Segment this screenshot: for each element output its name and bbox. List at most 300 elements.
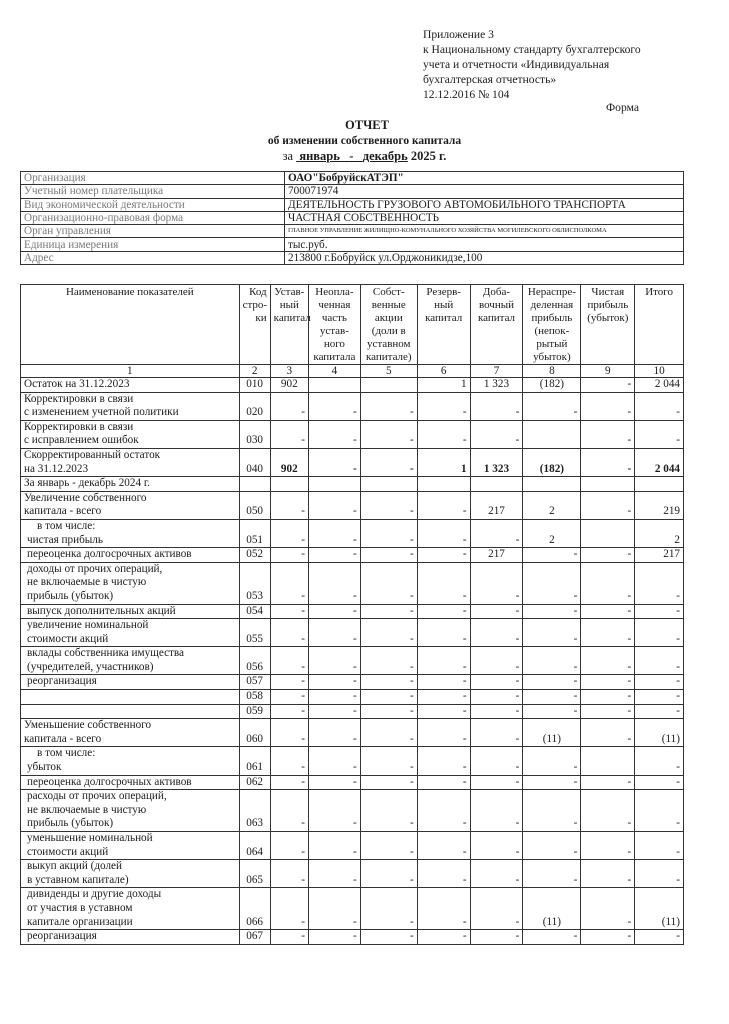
info-label: Единица измерения [21, 238, 285, 251]
cell-value: 217 [635, 548, 684, 563]
table-row [21, 690, 684, 705]
column-header-line: Код [249, 286, 267, 298]
column-header-line: Неопла- [315, 286, 354, 298]
row-name-line: реорганизация [27, 675, 97, 688]
cell-value: - [581, 619, 635, 647]
row-code: 056 [239, 647, 270, 675]
column-header-line: (непок- [534, 325, 570, 337]
cell-value: - [581, 690, 635, 705]
cell-value: - [360, 930, 417, 945]
cell-value: - [470, 604, 523, 619]
row-name-line: убыток [27, 761, 62, 774]
column-header [581, 285, 635, 365]
cell-value: - [635, 420, 684, 448]
row-name [21, 719, 240, 747]
cell-value: - [581, 860, 635, 888]
column-number: 9 [581, 365, 635, 378]
row-code: 064 [239, 832, 270, 860]
cell-value: 1 [417, 448, 470, 476]
row-name [21, 619, 240, 647]
cell-value: 2 [523, 491, 581, 519]
cell-value [523, 420, 581, 448]
appendix-line: бухгалтерская отчетность» [423, 73, 557, 86]
row-name-line: вклады собственника имущества [27, 647, 185, 660]
period-from: январь [299, 149, 340, 163]
cell-value: - [417, 420, 470, 448]
cell-value: 217 [470, 548, 523, 563]
cell-value: - [417, 491, 470, 519]
cell-value: 2 [635, 519, 684, 547]
cell-value: - [308, 690, 360, 705]
column-header-line: Собст- [372, 286, 405, 298]
cell-value: (182) [523, 448, 581, 476]
info-row [21, 172, 684, 185]
column-header-line: Доба- [482, 286, 511, 298]
column-header-line: акции [374, 312, 403, 324]
row-code: 059 [239, 704, 270, 719]
row-name-line: прибыль (убыток) [27, 589, 114, 602]
table-row [21, 675, 684, 690]
cell-value: - [270, 519, 308, 547]
column-header-line: ки [255, 312, 267, 324]
info-label: Адрес [21, 251, 285, 264]
cell-value: - [635, 647, 684, 675]
column-header-line: стро- [242, 299, 268, 311]
row-name [21, 775, 240, 790]
column-number: 4 [308, 365, 360, 378]
column-header [308, 285, 360, 365]
column-number: 1 [21, 365, 240, 378]
row-name-line: не включаемые в чистую [27, 803, 147, 816]
cell-value: - [270, 562, 308, 604]
cell-value: 1 323 [470, 448, 523, 476]
cell-value: - [470, 860, 523, 888]
cell-value [581, 477, 635, 492]
column-header-line: часть [321, 312, 347, 324]
row-code: 020 [239, 392, 270, 420]
row-name-line: прибыль (убыток) [27, 817, 114, 830]
report-subtitle: об изменении собственного капитала [267, 135, 462, 147]
cell-value: - [308, 420, 360, 448]
cell-value: - [308, 519, 360, 547]
column-header-line: устав- [319, 325, 349, 337]
row-name [21, 548, 240, 563]
cell-value: - [270, 704, 308, 719]
column-header-line: ный [279, 299, 299, 311]
column-header-line: Устав- [274, 286, 305, 298]
cell-value: - [308, 790, 360, 832]
cell-value: - [470, 420, 523, 448]
column-header-line: Нераспре- [527, 286, 576, 298]
info-value: ЧАСТНАЯ СОБСТВЕННОСТЬ [285, 211, 684, 224]
cell-value: - [417, 747, 470, 775]
cell-value: - [417, 647, 470, 675]
column-header-line: Итого [645, 286, 674, 298]
cell-value: (11) [523, 719, 581, 747]
row-name [21, 420, 240, 448]
cell-value: - [360, 392, 417, 420]
report-title-main: ОТЧЕТ [345, 118, 389, 132]
cell-value: - [635, 832, 684, 860]
table-row [21, 392, 684, 420]
cell-value: - [417, 790, 470, 832]
cell-value: (11) [523, 888, 581, 930]
row-name [21, 647, 240, 675]
cell-value [360, 378, 417, 393]
row-code: 040 [239, 448, 270, 476]
row-name-line: переоценка долгосрочных активов [27, 548, 192, 561]
column-header-line: рытый [536, 338, 568, 350]
column-header [417, 285, 470, 365]
cell-value: - [308, 832, 360, 860]
row-name [21, 477, 240, 492]
row-name-line: от участия в уставном [27, 901, 133, 914]
cell-value: - [360, 548, 417, 563]
row-name-line: капитала - всего [24, 732, 102, 745]
row-name [21, 562, 240, 604]
cell-value: - [470, 930, 523, 945]
cell-value: - [470, 619, 523, 647]
cell-value: - [523, 619, 581, 647]
column-header-line: венные [371, 299, 406, 311]
row-name-line: капитале организации [27, 915, 133, 928]
cell-value [635, 477, 684, 492]
appendix-line: к Национальному стандарту бухгалтерского [423, 43, 641, 56]
row-name-line: на 31.12.2023 [24, 462, 89, 475]
cell-value: - [581, 775, 635, 790]
info-label: Учетный номер плательщика [21, 185, 285, 198]
cell-value: - [417, 860, 470, 888]
cell-value: - [308, 775, 360, 790]
table-row [21, 775, 684, 790]
cell-value: - [470, 690, 523, 705]
cell-value: - [270, 604, 308, 619]
cell-value: - [470, 719, 523, 747]
row-name [21, 888, 240, 930]
row-code: 065 [239, 860, 270, 888]
table-row [21, 647, 684, 675]
cell-value: - [270, 548, 308, 563]
cell-value: - [523, 675, 581, 690]
column-header [239, 285, 270, 365]
info-row [21, 251, 684, 264]
cell-value: - [360, 420, 417, 448]
cell-value: - [308, 392, 360, 420]
cell-value [308, 477, 360, 492]
organization-info-table [20, 171, 684, 265]
table-row [21, 747, 684, 775]
cell-value: - [270, 775, 308, 790]
column-header-line: ного [323, 338, 345, 350]
cell-value: - [360, 604, 417, 619]
table-row [21, 832, 684, 860]
row-code: 066 [239, 888, 270, 930]
column-header-line: уставном [366, 338, 411, 350]
row-name-line: Корректировки в связи [24, 392, 134, 405]
cell-value: - [360, 675, 417, 690]
cell-value: - [270, 675, 308, 690]
column-header [270, 285, 311, 365]
form-label: Форма [606, 101, 639, 114]
period-year: 2025 г. [410, 149, 447, 163]
cell-value: - [308, 619, 360, 647]
cell-value: - [308, 675, 360, 690]
cell-value: 2 044 [635, 448, 684, 476]
cell-value [360, 477, 417, 492]
cell-value: - [360, 619, 417, 647]
cell-value: - [470, 562, 523, 604]
cell-value: - [270, 930, 308, 945]
row-code [239, 477, 270, 492]
row-name [21, 860, 240, 888]
column-header-line: капитала [313, 351, 356, 363]
row-name-line: стоимости акций [27, 632, 109, 645]
table-row [21, 420, 684, 448]
column-header-line: прибыль [531, 312, 573, 324]
cell-value: - [470, 790, 523, 832]
cell-value: - [523, 647, 581, 675]
cell-value: - [360, 491, 417, 519]
row-code: 063 [239, 790, 270, 832]
row-code: 061 [239, 747, 270, 775]
cell-value: - [635, 790, 684, 832]
table-row [21, 619, 684, 647]
cell-value: - [523, 562, 581, 604]
cell-value: - [360, 719, 417, 747]
row-name [21, 790, 240, 832]
cell-value: - [581, 675, 635, 690]
column-header [470, 285, 523, 365]
column-header-line: ный [434, 299, 454, 311]
row-name-line: За январь - декабрь 2024 г. [24, 477, 150, 490]
cell-value: - [523, 548, 581, 563]
column-header-line: капитал [425, 312, 463, 324]
row-code: 054 [239, 604, 270, 619]
appendix-line: 12.12.2016 № 104 [423, 88, 510, 101]
cell-value: - [270, 747, 308, 775]
table-row [21, 790, 684, 832]
cell-value: (11) [635, 888, 684, 930]
cell-value [417, 477, 470, 492]
cell-value: - [308, 647, 360, 675]
table-row [21, 704, 684, 719]
column-header-line: убыток) [533, 351, 571, 363]
row-name-line: Корректировки в связи [24, 420, 134, 433]
cell-value: - [308, 548, 360, 563]
cell-value: - [308, 604, 360, 619]
cell-value: - [635, 562, 684, 604]
cell-value [470, 477, 523, 492]
table-row [21, 448, 684, 476]
row-name-line: реорганизация [27, 930, 97, 943]
row-name-line: не включаемые в чистую [27, 576, 147, 589]
column-numbers-row [21, 365, 684, 378]
cell-value: - [417, 704, 470, 719]
cell-value: 2 044 [635, 378, 684, 393]
column-header [523, 285, 581, 365]
table-row [21, 491, 684, 519]
table-row [21, 860, 684, 888]
period-separator: - [349, 149, 354, 163]
cell-value: - [635, 860, 684, 888]
row-name-line [24, 705, 236, 719]
info-value: 213800 г.Бобруйск ул.Орджоникидзе,100 [285, 251, 684, 264]
cell-value: - [308, 888, 360, 930]
cell-value: - [523, 690, 581, 705]
cell-value: - [470, 747, 523, 775]
row-name-line: в уставном капитале) [27, 873, 129, 886]
row-name [21, 392, 240, 420]
cell-value: - [581, 888, 635, 930]
cell-value: - [417, 562, 470, 604]
row-name-line: (учредителей, участников) [27, 660, 154, 673]
row-code: 050 [239, 491, 270, 519]
cell-value: - [523, 790, 581, 832]
report-title [0, 118, 729, 164]
report-period [0, 148, 729, 164]
row-name-line: Увеличение собственного [24, 491, 147, 504]
row-name-line: увеличение номинальной [27, 619, 149, 632]
cell-value: - [360, 775, 417, 790]
cell-value: - [581, 790, 635, 832]
cell-value: - [470, 519, 523, 547]
row-name [21, 491, 240, 519]
cell-value: - [635, 775, 684, 790]
cell-value: - [270, 832, 308, 860]
cell-value: - [635, 747, 684, 775]
row-name-line: доходы от прочих операций, [27, 562, 163, 575]
cell-value: - [417, 719, 470, 747]
cell-value: - [360, 647, 417, 675]
cell-value: - [360, 747, 417, 775]
appendix-line: Приложение 3 [423, 28, 494, 41]
cell-value: - [417, 604, 470, 619]
cell-value: - [581, 604, 635, 619]
cell-value: - [417, 775, 470, 790]
table-row [21, 719, 684, 747]
cell-value: 1 323 [470, 378, 523, 393]
info-row [21, 185, 684, 198]
cell-value: - [635, 392, 684, 420]
cell-value: - [523, 930, 581, 945]
row-name-line: стоимости акций [27, 845, 109, 858]
column-header [360, 285, 417, 365]
cell-value: - [417, 675, 470, 690]
appendix-reference [423, 27, 723, 102]
row-name-line: в том числе: [37, 747, 96, 760]
cell-value: - [581, 704, 635, 719]
info-row [21, 198, 684, 211]
cell-value: - [417, 888, 470, 930]
cell-value [581, 519, 635, 547]
table-row [21, 604, 684, 619]
table-row [21, 519, 684, 547]
column-number: 6 [417, 365, 470, 378]
column-header [21, 285, 240, 365]
cell-value [523, 477, 581, 492]
info-label: Орган управления [21, 225, 285, 238]
column-number: 3 [270, 365, 308, 378]
column-header-line: ченная [318, 299, 351, 311]
cell-value: - [360, 860, 417, 888]
row-code: 062 [239, 775, 270, 790]
row-name-line: выпуск дополнительных акций [27, 604, 176, 617]
cell-value: - [308, 860, 360, 888]
row-name-line: Скорректированный остаток [24, 448, 161, 461]
row-name-line: с исправлением ошибок [24, 434, 139, 447]
table-row [21, 548, 684, 563]
info-value: ОАО"БобруйскАТЭП" [285, 172, 684, 185]
row-code: 057 [239, 675, 270, 690]
period-prefix: за [282, 149, 294, 163]
row-name [21, 704, 240, 719]
table-row [21, 930, 684, 945]
cell-value: - [581, 448, 635, 476]
cell-value: - [417, 690, 470, 705]
row-name-line: Уменьшение собственного [24, 719, 152, 732]
row-name [21, 604, 240, 619]
cell-value: - [308, 448, 360, 476]
cell-value: 2 [523, 519, 581, 547]
row-name-line: расходы от прочих операций, [27, 790, 167, 803]
cell-value: - [308, 719, 360, 747]
cell-value: 1 [417, 378, 470, 393]
cell-value: - [523, 860, 581, 888]
column-header-line: деленная [530, 299, 574, 311]
cell-value: - [270, 719, 308, 747]
row-code: 030 [239, 420, 270, 448]
info-row [21, 211, 684, 224]
info-row [21, 225, 684, 238]
table-row [21, 888, 684, 930]
cell-value: - [470, 832, 523, 860]
cell-value: - [523, 832, 581, 860]
cell-value: - [417, 832, 470, 860]
column-header-line: Наименование показателей [65, 286, 194, 298]
cell-value: (182) [523, 378, 581, 393]
column-number: 7 [470, 365, 523, 378]
cell-value: - [360, 790, 417, 832]
cell-value: - [581, 378, 635, 393]
cell-value: - [635, 619, 684, 647]
cell-value: - [308, 930, 360, 945]
row-name [21, 448, 240, 476]
row-name [21, 378, 240, 393]
cell-value: - [417, 930, 470, 945]
cell-value: - [270, 392, 308, 420]
column-header [635, 285, 684, 365]
column-header-line: Резерв- [426, 286, 461, 298]
cell-value: - [270, 690, 308, 705]
table-row [21, 562, 684, 604]
row-code: 060 [239, 719, 270, 747]
row-code: 058 [239, 690, 270, 705]
info-label: Организационно-правовая форма [21, 211, 285, 224]
cell-value: - [581, 719, 635, 747]
row-name-line: капитала - всего [24, 505, 102, 518]
cell-value: - [523, 775, 581, 790]
cell-value: - [270, 860, 308, 888]
cell-value [308, 378, 360, 393]
cell-value: 902 [270, 448, 308, 476]
cell-value: - [270, 491, 308, 519]
cell-value: - [581, 930, 635, 945]
column-number: 8 [523, 365, 581, 378]
cell-value: - [635, 930, 684, 945]
cell-value: - [470, 775, 523, 790]
cell-value: 902 [270, 378, 308, 393]
cell-value: - [523, 392, 581, 420]
